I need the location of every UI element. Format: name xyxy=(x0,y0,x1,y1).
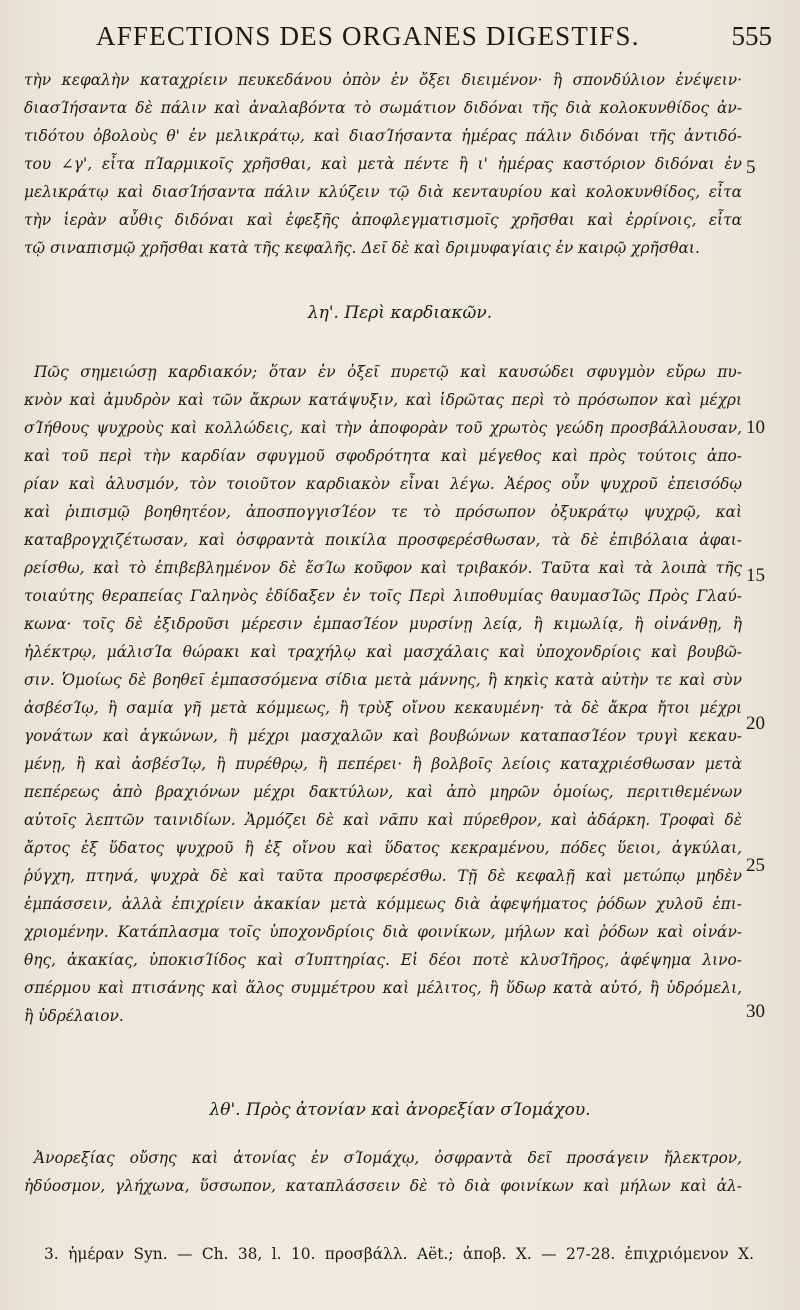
line-number: 30 xyxy=(746,1001,765,1022)
text-line: τῷ σιναπισμῷ χρῆσθαι κατὰ τῆς κεφαλῆς. Δεῖ δὲ καὶ δριμυφαγίαις ἐν καιρῷ χρῆσθαι. xyxy=(24,239,700,257)
text-line: διασΊήσαντα δὲ πάλιν καὶ ἀναλαβόντα τὸ σωμάτιον διδόναι τῆς διὰ κολοκυνθίδος ἀν- xyxy=(24,99,742,117)
line-number: 20 xyxy=(746,713,765,734)
text-line: τὴν ἱερὰν αὖθις διδόναι καὶ ἐφεξῆς ἀποφλεγματισμοῖς χρῆσθαι καὶ ἐρρίνοις, εἶτα xyxy=(24,211,742,229)
text-line: ρείσθω, καὶ τὸ ἐπιβεβλημένον δὲ ἔσΊω κοῦφον καὶ τριβακόν. Ταῦτα καὶ τὰ λοιπὰ τῆς xyxy=(24,559,742,577)
text-line: Ἀνορεξίας οὔσης καὶ ἀτονίας ἐν σΊομάχῳ, ὀσφραντὰ δεῖ προσάγειν ἤλεκτρον, xyxy=(34,1149,742,1167)
paragraph-stomach xyxy=(24,1144,742,1200)
text-line: κνὸν καὶ ἀμυδρὸν καὶ τῶν ἄκρων κατάψυξιν, καὶ ἱδρῶτας περὶ τὸ πρόσωπον καὶ μέχρι xyxy=(24,391,742,409)
text-line: αὐτοῖς λεπτῶν ταινιδίων. Ἁρμόζει δὲ καὶ νᾶπυ καὶ πύρεθρον, καὶ ἀδάρκη. Τροφαὶ δὲ xyxy=(24,811,742,829)
text-line: σιν. Ὁμοίως δὲ βοηθεῖ ἐμπασσόμενα σίδια μετὰ μάννης, ἢ κηκὶς κατὰ αὐτὴν τε καὶ σὺν xyxy=(24,671,742,689)
text-line: μελικράτῳ καὶ διασΊήσαντα πάλιν κλύζειν τῷ διὰ κενταυρίου καὶ κολοκυνθίδος, εἶτα xyxy=(24,183,742,201)
apparatus-footnote: 3. ἡμέραν Syn. — Ch. 38, l. 10. προσβάλλ. Aët.; ἀποβ. X. — 27-28. ἐπιχριόμενον X. xyxy=(44,1245,754,1263)
line-number: 10 xyxy=(746,417,765,438)
text-line: ἐμπάσσειν, ἀλλὰ ἐπιχρίειν ἀκακίαν μετὰ κόμμεως διὰ ἀφεψήματος ῥόδων χυλοῦ ἐπι- xyxy=(24,895,742,913)
text-line: ἡδύοσμον, γλήχωνα, ὕσσωπον, καταπλάσσειν δὲ τὸ διὰ φοινίκων καὶ μήλων καὶ ἀλ- xyxy=(24,1177,742,1195)
text-line: καὶ τοῦ περὶ τὴν καρδίαν σφυγμοῦ σφοδρότητα καὶ μέγεθος καὶ πρὸς τούτοις ἀπο- xyxy=(24,447,742,465)
text-line: του ∠γ', εἶτα πΊαρμικοῖς χρῆσθαι, καὶ μετὰ πέντε ἢ ι' ἡμέρας καστόριον διδόναι ἐν xyxy=(24,155,742,173)
text-line: ἠλέκτρῳ, μάλισΊα θώρακι καὶ τραχήλῳ καὶ μασχάλαις καὶ ὑποχονδρίοις καὶ βουβῶ- xyxy=(24,643,742,661)
paragraph-cardiac xyxy=(24,358,742,1030)
running-title: AFFECTIONS DES ORGANES DIGESTIFS. xyxy=(96,21,640,51)
text-line: ἀσβέσΊῳ, ἢ σαμία γῆ μετὰ κόμμεως, ἢ τρὺξ οἴνου κεκαυμένη· τὰ δὲ ἄκρα ἤτοι μέχρι xyxy=(24,699,742,717)
text-line: καὶ ῥιπισμῷ βοηθητέον, ἀποσπογγισΊέον τε τὸ πρόσωπον ὀξυκράτῳ ψυχρῷ, καὶ xyxy=(24,503,742,521)
text-line: σΊήθους ψυχροὺς καὶ κολλώδεις, καὶ τὴν ἀποφορὰν τοῦ χρωτὸς γεώδη προσβάλλουσαν, xyxy=(24,419,742,437)
page-number: 555 xyxy=(731,21,772,51)
text-line: πεπέρεως ἀπὸ βραχιόνων μέχρι δακτύλων, καὶ ἀπὸ μηρῶν ὁμοίως, περιτιθεμένων xyxy=(24,783,742,801)
text-line: τοιαύτης θεραπείας Γαληνὸς ἐδίδαξεν ἐν τοῖς Περὶ λιποθυμίας θαυμασΊῶς Πρὸς Γλαύ- xyxy=(24,587,742,605)
line-number: 15 xyxy=(746,565,765,586)
text-line: Πῶς σημειώσῃ καρδιακόν; ὅταν ἐν ὀξεῖ πυρετῷ καὶ καυσώδει σφυγμὸν εὔρω πυ- xyxy=(34,363,742,381)
line-number: 25 xyxy=(746,855,765,876)
text-line: σπέρμου καὶ πτισάνης καὶ ἅλος συμμέτρου καὶ μέλιτος, ἢ ὕδωρ κατὰ αὐτό, ἢ ὑδρόμελι, xyxy=(24,979,742,997)
page-header xyxy=(96,18,772,58)
text-line: τὴν κεφαλὴν καταχρίειν πευκεδάνου ὀπὸν ἐν ὄξει διειμένον· ἢ σπονδύλιον ἐνέψειν· xyxy=(24,71,742,89)
text-line: γονάτων καὶ ἀγκώνων, ἢ μέχρι μασχαλῶν καὶ βουβώνων καταπασΊέον τρυγὶ κεκαυ- xyxy=(24,727,742,745)
chapter-heading-38: λη'. Περὶ καρδιακῶν. xyxy=(307,303,493,323)
text-line: ἢ ὑδρέλαιον. xyxy=(24,1007,124,1025)
text-line: θης, ἀκακίας, ὑποκισΊίδος καὶ σΊυπτηρίας. Εἰ δέοι ποτὲ κλυσΊῆρος, ἀφέψημα λινο- xyxy=(24,951,742,969)
text-line: ρίαν καὶ ἀλυσμόν, τὸν τοιοῦτον καρδιακὸν εἶναι λέγω. Ἀέρος οὖν ψυχροῦ ἐπεισόδῳ xyxy=(24,475,742,493)
text-line: μένῃ, ἢ καὶ ἀσβέσΊῳ, ἢ πυρέθρῳ, ἢ πεπέρει· ἢ βολβοῖς λείοις καταχριέσθωσαν μετὰ xyxy=(24,755,742,773)
text-line: καταβρογχιζέτωσαν, καὶ ὀσφραντὰ ποικίλα προσφερέσθωσαν, τὰ δὲ ἐπιβόλαια ἀφαι- xyxy=(24,531,742,549)
text-line: κωνα· τοῖς δὲ ἐξιδροῦσι μέρεσιν ἐμπασΊέον μυρσίνῃ λείᾳ, ἢ κιμωλίᾳ, ἢ οἰνάνθῃ, ἢ xyxy=(24,615,742,633)
line-number: 5 xyxy=(746,157,756,178)
paragraph-continued xyxy=(24,66,742,262)
text-line: τιδότου ὀβολοὺς θ' ἐν μελικράτῳ, καὶ διασΊήσαντα ἡμέρας πάλιν διδόναι τῆς ἀντιδό- xyxy=(24,127,742,145)
text-line: ῥύγχη, πτηνά, ψυχρὰ δὲ καὶ ταῦτα προσφερέσθω. Τῇ δὲ κεφαλῇ καὶ μετώπῳ μηδὲν xyxy=(24,867,742,885)
text-line: χριομένην. Κατάπλασμα τοῖς ὑποχονδρίοις διὰ φοινίκων, μήλων καὶ ῥόδων καὶ οἰνάν- xyxy=(24,923,742,941)
text-line: ἄρτος ἐξ ὕδατος ψυχροῦ ἢ ἐξ οἴνου καὶ ὕδατος κεκραμένου, πόδες ὕειοι, ἀγκύλαι, xyxy=(24,839,742,857)
chapter-heading-39: λθ'. Πρὸς ἀτονίαν καὶ ἀνορεξίαν σΊομάχου. xyxy=(209,1100,591,1120)
